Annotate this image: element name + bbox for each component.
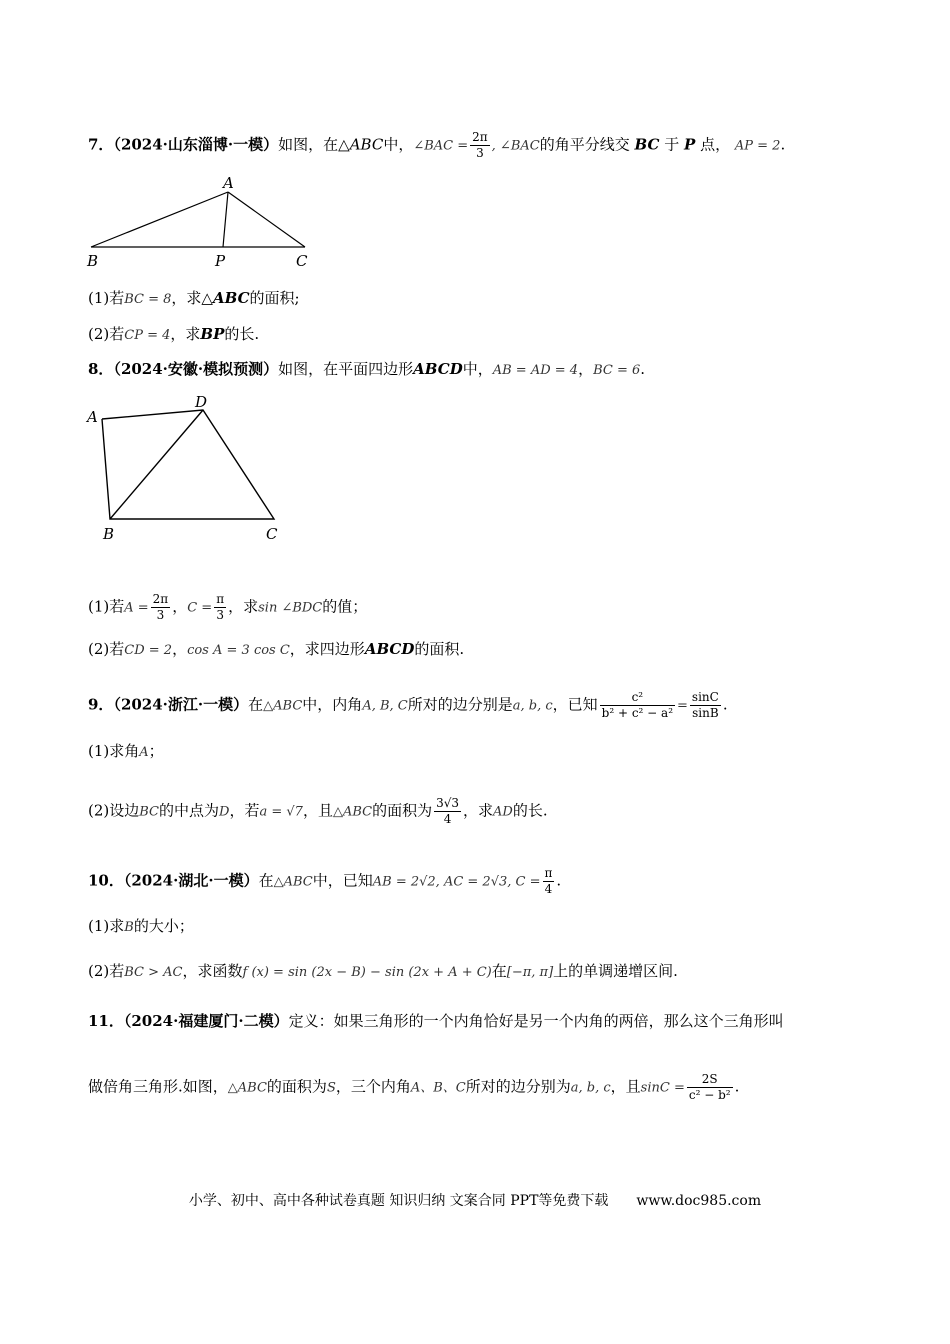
q7-text: 于 (664, 135, 680, 154)
q7-text: 的角平分线交 (539, 135, 630, 154)
q10-part2: (2)若BC > AC，求函数f (x) = sin (2x − B) − sin (2x + A + C)在[−π, π]上的单调递增区间. (88, 962, 678, 980)
q7-part2: (2)若CP = 4，求BP的长. (88, 325, 260, 343)
q9-part1: (1)求角A； (88, 742, 164, 760)
q7-abc: ABC (349, 135, 384, 154)
q7-angle: , ∠BAC (491, 138, 540, 154)
q8-part2: (2)若CD = 2，cos A = 3 cos C，求四边形ABCD的面积. (88, 640, 465, 658)
q8-label-b: B (103, 525, 115, 543)
q7-ap: AP = 2 (734, 138, 781, 154)
q9-part2: (2)设边BC的中点为D，若a = √7，且△ABC的面积为 $\frac{3√3}{4}$ ，求AD的长. (88, 796, 548, 826)
q7-label-c: C (296, 252, 308, 270)
q7-p: P (684, 135, 696, 154)
q7-source: （2024·山东淄博·一模） (113, 135, 279, 154)
q9-source: （2024·浙江·一模） (113, 695, 249, 714)
q11-source: （2024·福建厦门·二模） (123, 1012, 289, 1030)
q8-number: 8． (88, 360, 114, 378)
q11-stem: 11．（2024·福建厦门·二模）定义：如果三角形的一个内角恰好是另一个内角的两倍，那么这个三角形叫 (88, 1012, 784, 1030)
q7-text: 点， (700, 135, 731, 154)
q8-source: （2024·安徽·模拟预测） (113, 360, 279, 378)
page-footer: 小学、初中、高中各种试卷真题 知识归纳 文案合同 PPT等免费下载 www.doc985.com (188, 1193, 762, 1209)
q7-figure (85, 170, 325, 270)
q7-angle: ∠BAC = (413, 138, 469, 154)
q9-stem: 9．（2024·浙江·一模）在△ABC中，内角A, B, C所对的边分别是a, b, c，已知 $\frac{\text{c²}}{\text{b² + c² − a²}}$ = $\frac{\sin C}{\sin B}$ . (88, 690, 728, 720)
q8-label-d: D (195, 393, 208, 411)
q10-stem: 10．（2024·湖北·一模）在△ABC中，已知AB = 2√2, AC = 2√3, C = $\frac{\pi}{4}$ . (88, 866, 562, 896)
q8-part1: (1)若A = $\frac{2\pi}{3}$ ，C = $\frac{\pi}{3}$ ，求sin ∠BDC的值； (88, 592, 368, 622)
q7-label-p: P (215, 252, 226, 270)
q7-part1: (1)若BC = 8，求△ABC的面积; (88, 289, 300, 307)
q7-label-b: B (87, 252, 99, 270)
q8-label-a: A (87, 408, 98, 426)
q8-figure (85, 390, 295, 550)
q7-fraction: $\frac{2\pi}{3}$ (472, 130, 488, 160)
q7-text: 如图，在△ (278, 135, 350, 154)
q7-stem: 7．（2024·山东淄博·一模）如图，在△ABC中，∠BAC = $\frac{2\pi}{3}$ , ∠BAC的角平分线交 BC 于 P 点， AP = 2. (88, 130, 786, 160)
q11-number: 11． (88, 1012, 124, 1030)
q9-number: 9． (88, 695, 114, 714)
q8-label-c: C (266, 525, 278, 543)
q7-label-a: A (223, 174, 234, 192)
q10-number: 10． (88, 871, 124, 890)
q10-part1: (1)求B的大小； (88, 917, 194, 935)
q7-text: 中， (383, 135, 414, 154)
q7-bc: BC (634, 135, 660, 154)
q8-stem: 8．（2024·安徽·模拟预测）如图，在平面四边形ABCD中，AB = AD = 4，BC = 6. (88, 360, 646, 378)
q11-line2: 做倍角三角形.如图，△ABC的面积为S，三个内角A、B、C所对的边分别为a, b, c，且sinC = $\frac{2S}{\text{c² − b²}}$ . (88, 1072, 740, 1102)
q7-number: 7． (88, 135, 114, 154)
q10-source: （2024·湖北·一模） (123, 871, 259, 890)
